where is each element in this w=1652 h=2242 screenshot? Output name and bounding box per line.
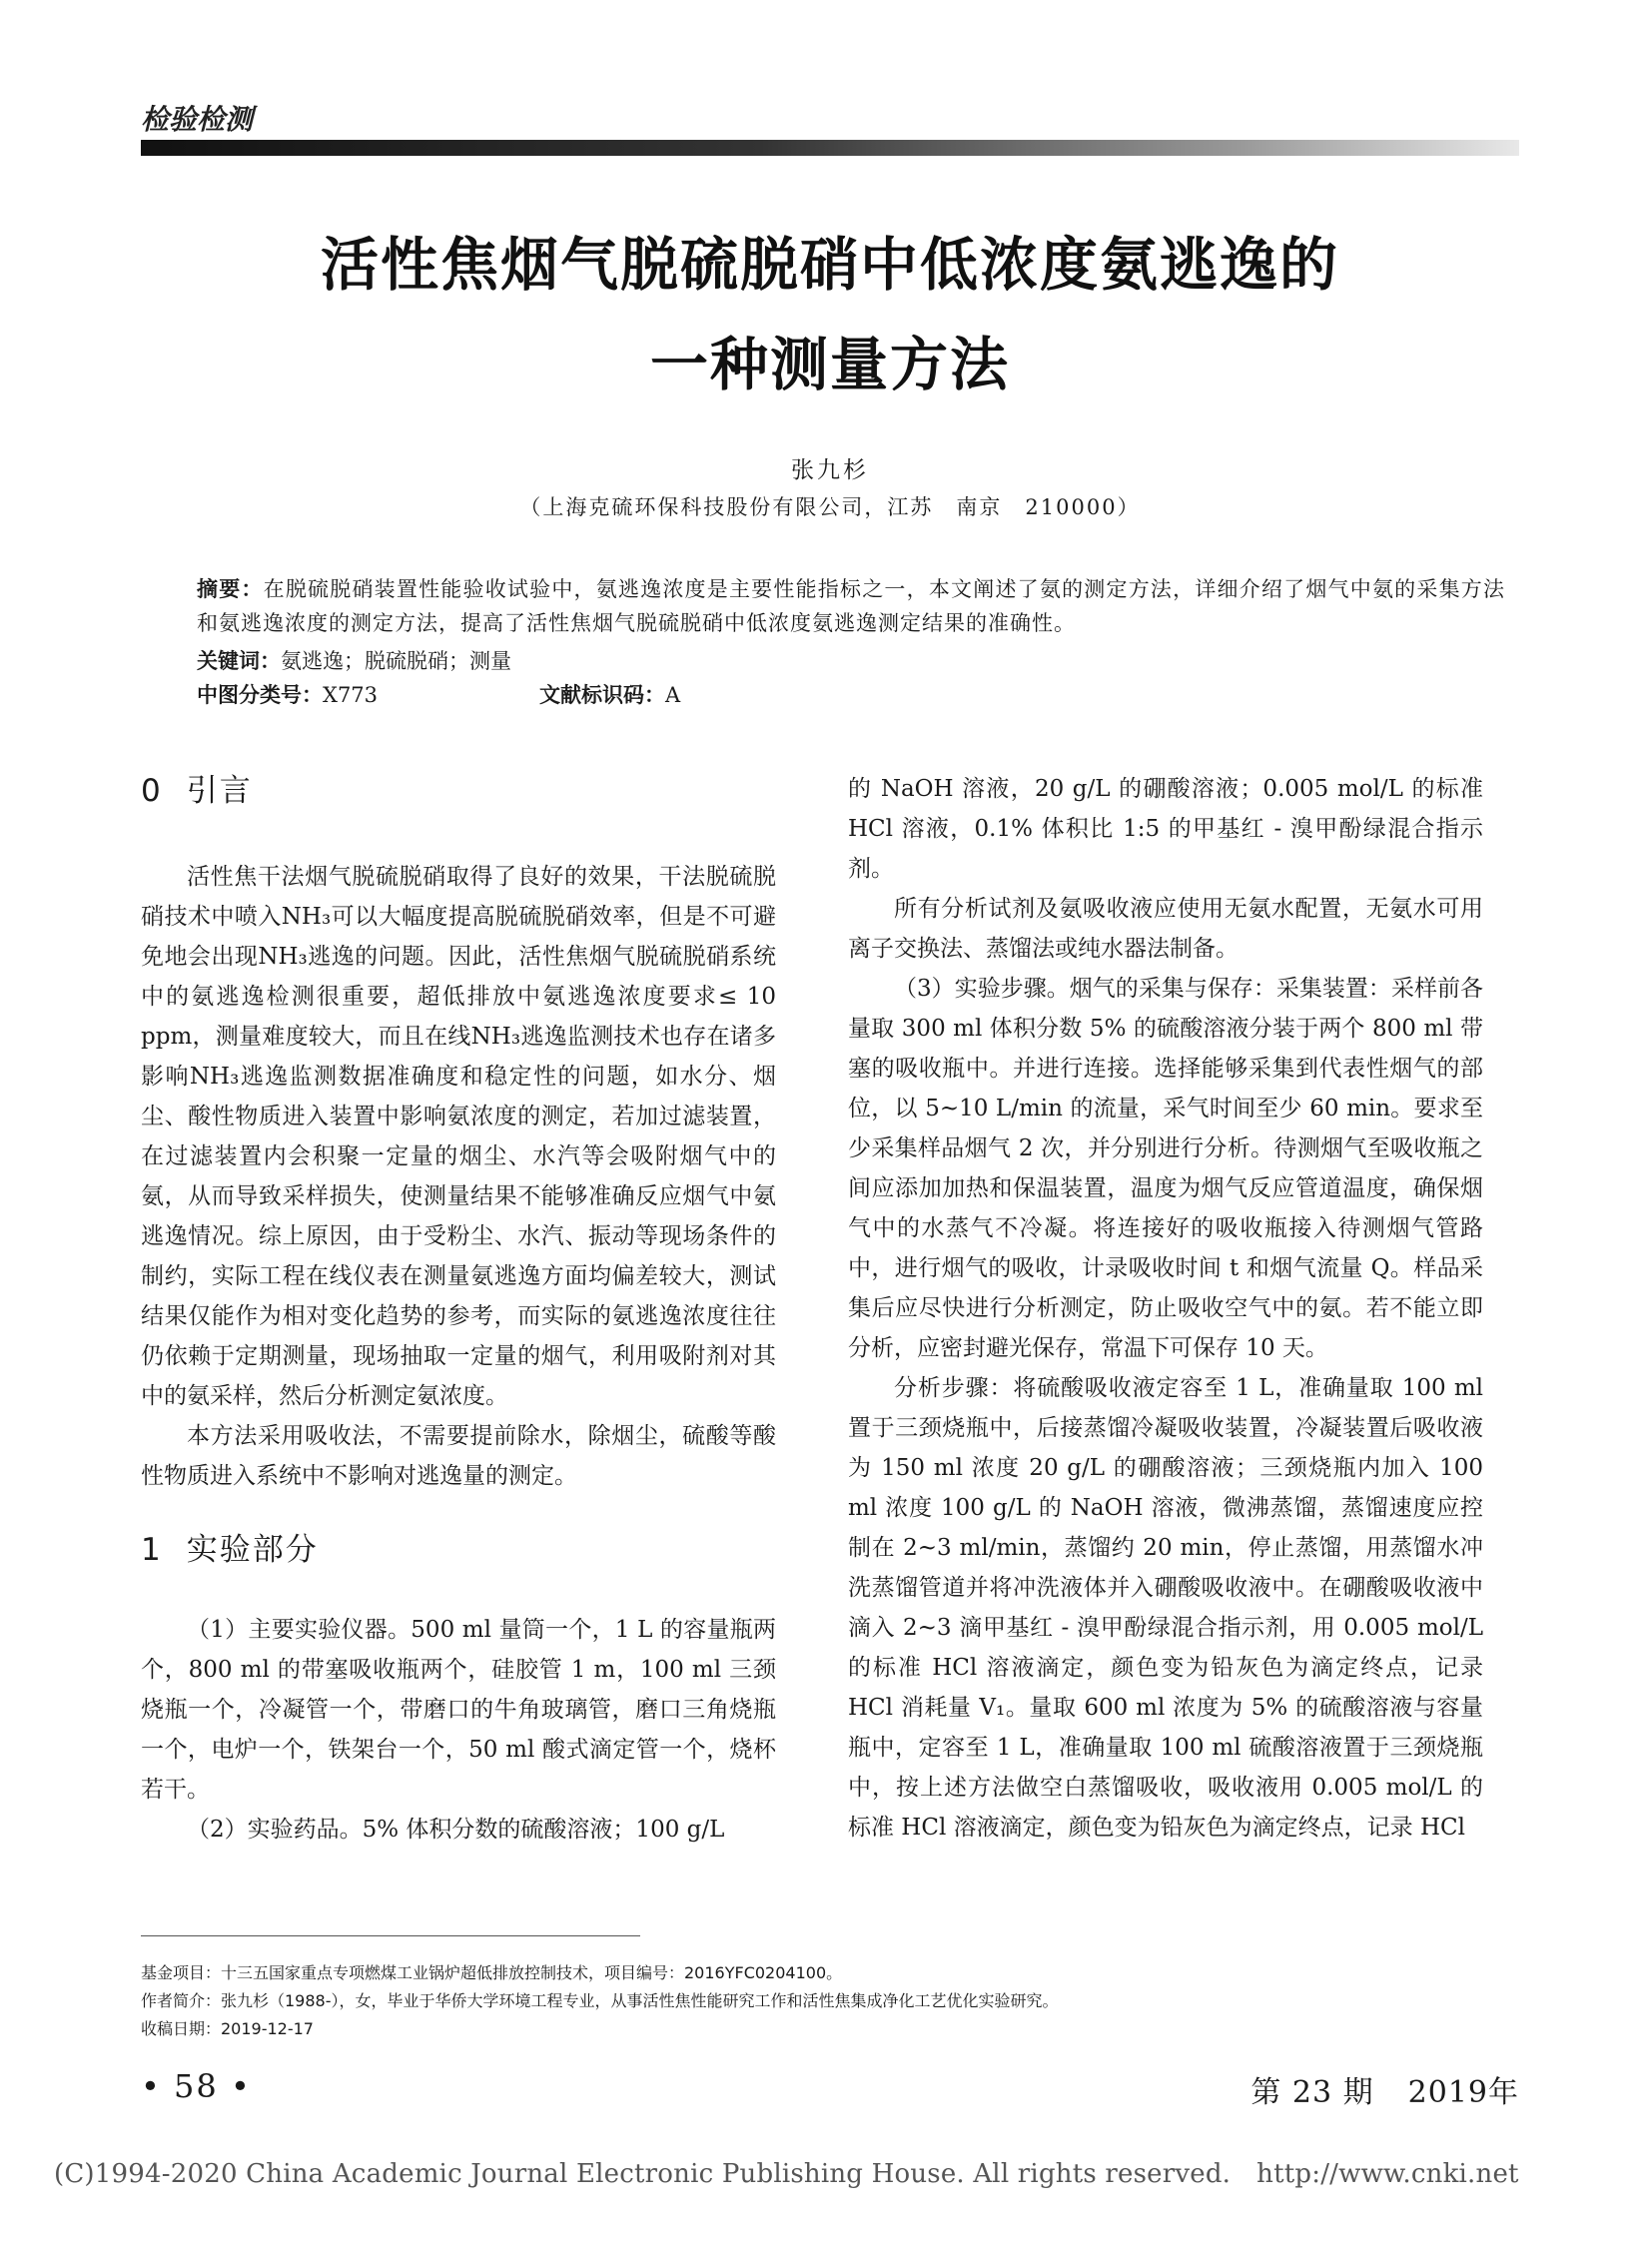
header-bar	[141, 140, 1519, 156]
issue-number: 第 23 期	[1250, 2075, 1374, 2110]
clc-value: X773	[323, 683, 379, 707]
keywords-label: 关键词：	[197, 649, 281, 673]
article-title-line-1: 活性焦烟气脱硫脱硝中低浓度氨逃逸的	[320, 231, 1339, 299]
paragraph: 分析步骤：将硫酸吸收液定容至 1 L，准确量取 100 ml 置于三颈烧瓶中，后接蒸馏冷凝吸收装置，冷凝装置后吸收液为 150 ml 浓度 20 g/L 的硼酸溶液；三颈烧瓶内加入 100 ml 浓度 100 g/L 的 NaOH 溶液，微沸蒸馏，蒸馏速度应控制在 2~3 ml/min，蒸馏约 20 min，停止蒸馏，用蒸馏水冲洗蒸馏管道并将冲洗液体并入硼酸吸收液中。在硼酸吸收液中滴入 2~3 滴甲基红 - 溴甲酚绿混合指示剂，用 0.005 mol/L 的标准 HCl 溶液滴定，颜色变为铅灰色为滴定终点，记录 HCl 消耗量 V₁。量取 600 ml 浓度为 5% 的硫酸溶液与容量瓶中，定容至 1 L，准确量取 100 ml 硫酸溶液置于三颈烧瓶中，按上述方法做空白蒸馏吸收，吸收液用 0.005 mol/L 的标准 HCl 溶液滴定，颜色变为铅灰色为滴定终点，记录 HCl	[848, 1375, 1483, 1841]
footnotes	[141, 1959, 1519, 2043]
abstract-label: 摘要：	[197, 577, 264, 601]
section-tag: 检验检测	[141, 103, 254, 136]
footnote-author-bio: 作者简介：张九杉（1988-），女，毕业于华侨大学环境工程专业，从事活性焦性能研究工作和活性焦集成净化工艺优化实验研究。	[141, 1991, 1059, 2010]
paragraph: （1）主要实验仪器。500 ml 量筒一个，1 L 的容量瓶两个，800 ml 的带塞吸收瓶两个，硅胶管 1 m，100 ml 三颈烧瓶一个，冷凝管一个，带磨口的牛角玻璃管，磨口三角烧瓶一个，电炉一个，铁架台一个，50 ml 酸式滴定管一个，烧杯若干。	[141, 1617, 776, 1803]
page-number: • 58 •	[141, 2067, 252, 2105]
left-column	[141, 769, 776, 1850]
section-title: 实验部分	[186, 1532, 319, 1568]
right-column	[848, 769, 1483, 1848]
paragraph: （2）实验药品。5% 体积分数的硫酸溶液；100 g/L	[187, 1817, 725, 1843]
issue-year: 2019年	[1407, 2075, 1519, 2110]
section-title: 引言	[186, 773, 253, 809]
classification-row	[197, 678, 1505, 712]
footnote-rule	[141, 1935, 640, 1936]
copyright-notice	[54, 2159, 1612, 2189]
section-number: 0	[141, 773, 163, 809]
paragraph: 的 NaOH 溶液，20 g/L 的硼酸溶液；0.005 mol/L 的标准 HCl 溶液，0.1% 体积比 1:5 的甲基红 - 溴甲酚绿混合指示剂。	[848, 776, 1483, 882]
abstract-text: 在脱硫脱硝装置性能验收试验中，氨逃逸浓度是主要性能指标之一，本文阐述了氨的测定方法，详细介绍了烟气中氨的采集方法和氨逃逸浓度的测定方法，提高了活性焦烟气脱硫脱硝中低浓度氨逃逸测定结果的准确性。	[197, 577, 1505, 635]
doc-code-value: A	[665, 683, 681, 707]
cnki-link[interactable]: http://www.cnki.net	[1256, 2159, 1519, 2189]
footnote-fund: 基金项目：十三五国家重点专项燃煤工业锅炉超低排放控制技术，项目编号：2016YFC0204100。	[141, 1963, 843, 1982]
clc-field	[197, 683, 378, 707]
section-heading-experiment	[141, 1496, 776, 1610]
section-number: 1	[141, 1532, 163, 1568]
keywords-text: 氨逃逸；脱硫脱硝；测量	[281, 649, 511, 673]
keywords	[197, 644, 1505, 678]
article-title-line-2: 一种测量方法	[649, 331, 1010, 398]
paragraph: 本方法采用吸收法，不需要提前除水，除烟尘，硫酸等酸性物质进入系统中不影响对逃逸量的测定。	[141, 1423, 776, 1489]
abstract	[197, 572, 1505, 640]
paragraph: 所有分析试剂及氨吸收液应使用无氨水配置，无氨水可用离子交换法、蒸馏法或纯水器法制备。	[848, 896, 1483, 962]
section-heading-intro	[141, 769, 776, 857]
author-affiliation: （上海克硫环保科技股份有限公司，江苏 南京 210000）	[519, 495, 1141, 519]
paragraph: 活性焦干法烟气脱硫脱硝取得了良好的效果，干法脱硫脱硝技术中喷入NH₃可以大幅度提高脱硫脱硝效率，但是不可避免地会出现NH₃逃逸的问题。因此，活性焦烟气脱硫脱硝系统中的氨逃逸检测很重要，超低排放中氨逃逸浓度要求≤ 10 ppm，测量难度较大，而且在线NH₃逃逸监测技术也存在诸多影响NH₃逃逸监测数据准确度和稳定性的问题，如水分、烟尘、酸性物质进入装置中影响氨浓度的测定，若加过滤装置，在过滤装置内会积聚一定量的烟尘、水汽等会吸附烟气中的氨，从而导致采样损失，使测量结果不能够准确反应烟气中氨逃逸情况。综上原因，由于受粉尘、水汽、振动等现场条件的制约，实际工程在线仪表在测量氨逃逸方面均偏差较大，测试结果仅能作为相对变化趋势的参考，而实际的氨逃逸浓度往往仍依赖于定期测量，现场抽取一定量的烟气，利用吸附剂对其中的氨采样，然后分析测定氨浓度。	[141, 864, 776, 1409]
doc-code-field	[539, 678, 680, 712]
issue-info	[1217, 2067, 1519, 2111]
author-name: 张九杉	[791, 457, 869, 483]
footnote-received-date: 收稿日期：2019-12-17	[141, 2019, 314, 2038]
clc-label: 中图分类号：	[197, 683, 323, 707]
doc-code-label: 文献标识码：	[539, 683, 665, 707]
copyright-text: (C)1994-2020 China Academic Journal Electronic Publishing House. All rights reserved.	[54, 2159, 1232, 2189]
paragraph: （3）实验步骤。烟气的采集与保存：采集装置：采样前各量取 300 ml 体积分数 5% 的硫酸溶液分装于两个 800 ml 带塞的吸收瓶中。并进行连接。选择能够采集到代表性烟气的部位，以 5~10 L/min 的流量，采气时间至少 60 min。要求至少采集样品烟气 2 次，并分别进行分析。待测烟气至吸收瓶之间应添加加热和保温装置，温度为烟气反应管道温度，确保烟气中的水蒸气不冷凝。将连接好的吸收瓶接入待测烟气管路中，进行烟气的吸收，计录吸收时间 t 和烟气流量 Q。样品采集后应尽快进行分析测定，防止吸收空气中的氨。若不能立即分析，应密封避光保存，常温下可保存 10 天。	[848, 976, 1483, 1361]
